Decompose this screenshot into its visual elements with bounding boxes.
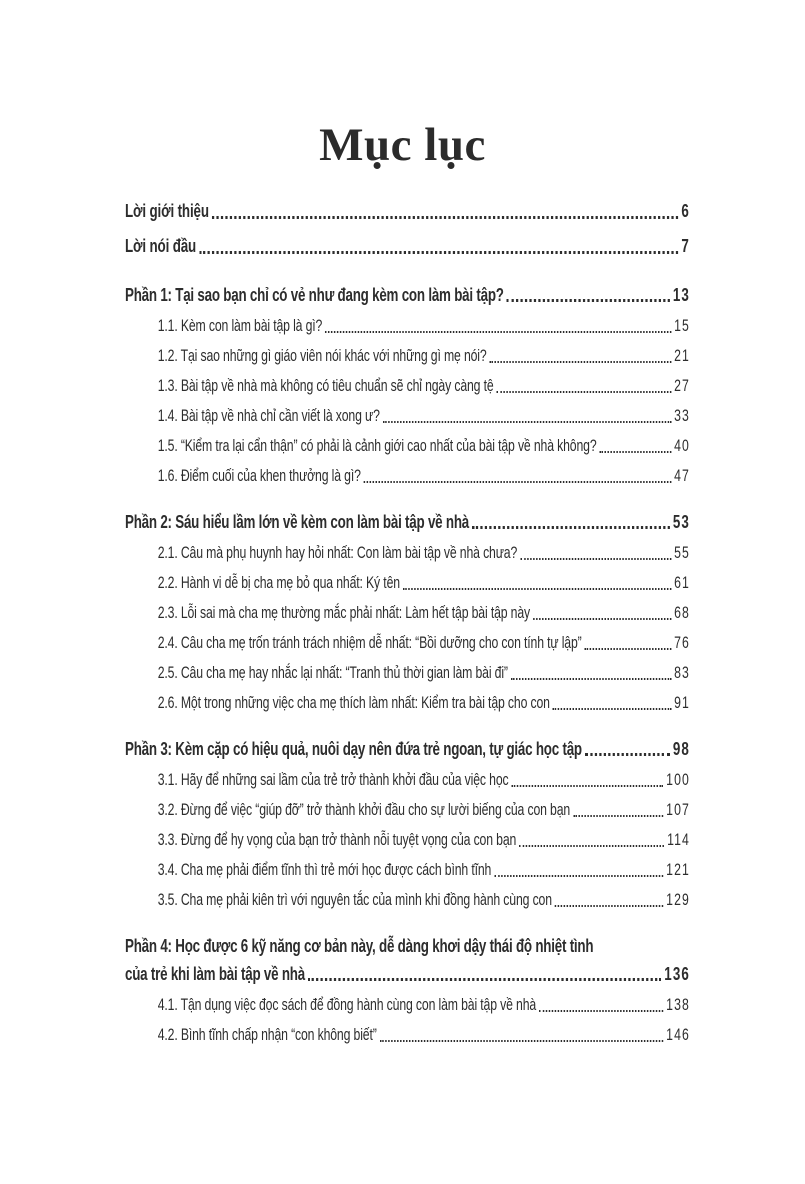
- toc-entry-label: 1.4. Bài tập về nhà chỉ cần viết là xong ư?: [157, 407, 380, 425]
- dotted-leader: [494, 875, 663, 877]
- toc-entry-page: 27: [674, 377, 690, 395]
- toc-entry: [125, 311, 690, 341]
- toc-entry-label: 2.5. Câu cha mẹ hay nhắc lại nhất: “Tranh thủ thời gian làm bài đi”: [157, 664, 508, 682]
- toc-entry: [125, 990, 690, 1020]
- dotted-leader: [490, 361, 672, 363]
- dotted-leader: [497, 391, 672, 393]
- toc-entry-page: 61: [674, 574, 690, 592]
- toc-entry-label: 1.1. Kèm con làm bài tập là gì?: [157, 317, 323, 335]
- toc-entry-label: 1.6. Điểm cuối của khen thưởng là gì?: [157, 467, 361, 485]
- toc-entry: [125, 401, 690, 431]
- toc-entry-page: 33: [674, 407, 690, 425]
- toc-entry-label: 1.2. Tại sao những gì giáo viên nói khác với những gì mẹ nói?: [157, 347, 487, 365]
- dotted-leader: [533, 618, 671, 620]
- dotted-leader: [585, 753, 670, 756]
- dotted-leader: [585, 648, 672, 650]
- toc-entry-page: 121: [666, 861, 690, 879]
- toc-entry-page: 136: [664, 964, 690, 984]
- toc-entry-page: 6: [681, 201, 690, 221]
- toc-entry: [125, 885, 690, 915]
- toc-entry: [125, 461, 690, 491]
- section-heading: [125, 960, 690, 988]
- toc-entry-page: 21: [674, 347, 690, 365]
- page-title: Mục lục: [319, 119, 486, 171]
- toc-entry-label: Lời nói đầu: [125, 236, 197, 256]
- toc-entry-label: của trẻ khi làm bài tập về nhà: [125, 964, 305, 984]
- toc-entry-page: 47: [674, 467, 690, 485]
- toc-entry-page: 100: [666, 771, 690, 789]
- dotted-leader: [403, 588, 671, 590]
- dotted-leader: [507, 299, 670, 302]
- dotted-leader: [325, 331, 671, 333]
- toc-entry-label: 2.4. Câu cha mẹ trốn tránh trách nhiệm dễ nhất: “Bồi dưỡng cho con tính tự lập”: [157, 634, 582, 652]
- toc-entry: [125, 688, 690, 718]
- section-heading: [125, 508, 690, 536]
- dotted-leader: [573, 815, 663, 817]
- section-heading: [125, 735, 690, 763]
- toc-entry: [125, 1020, 690, 1050]
- toc-entry: [125, 431, 690, 461]
- toc-entry: [125, 658, 690, 688]
- toc-entry-label: 4.1. Tận dụng việc đọc sách để đồng hành cùng con làm bài tập về nhà: [157, 996, 537, 1014]
- toc-entry-page: 146: [666, 1026, 690, 1044]
- toc-entry-page: 129: [666, 891, 690, 909]
- toc-entry-page: 53: [672, 512, 690, 532]
- toc-entry-page: 55: [674, 544, 690, 562]
- toc-front-entry: [125, 194, 690, 229]
- toc-entry-label: 3.2. Đừng để việc “giúp đỡ” trở thành khởi đầu cho sự lười biếng của con bạn: [157, 801, 571, 819]
- toc-entry-label: 2.3. Lỗi sai mà cha mẹ thường mắc phải nhất: Làm hết tập bài tập này: [157, 604, 531, 622]
- toc-entry-page: 83: [674, 664, 690, 682]
- toc-entry-label: 2.6. Một trong những việc cha mẹ thích làm nhất: Kiểm tra bài tập cho con: [157, 694, 550, 712]
- toc-entry: [125, 371, 690, 401]
- dotted-leader: [511, 785, 663, 787]
- toc-entry-label: 3.3. Đừng để hy vọng của bạn trở thành nỗi tuyệt vọng của con bạn: [157, 831, 517, 849]
- dotted-leader: [380, 1040, 664, 1042]
- toc-entry: [125, 538, 690, 568]
- dotted-leader: [555, 905, 663, 907]
- toc-entry: [125, 825, 690, 855]
- toc-entry-page: 7: [681, 236, 690, 256]
- dotted-leader: [599, 451, 671, 453]
- toc-entry-page: 107: [666, 801, 690, 819]
- toc-entry-page: 13: [672, 285, 690, 305]
- toc-entry: [125, 628, 690, 658]
- toc-entry: [125, 341, 690, 371]
- toc-entry-page: 76: [674, 634, 690, 652]
- toc-entry-label: 3.5. Cha mẹ phải kiên trì với nguyên tắc của mình khi đồng hành cùng con: [157, 891, 552, 909]
- dotted-leader: [511, 678, 671, 680]
- dotted-leader: [199, 251, 678, 254]
- toc: [125, 194, 690, 1050]
- dotted-leader: [472, 526, 670, 529]
- toc-entry-label: 3.1. Hãy để những sai lầm của trẻ trở thành khởi đầu của việc học: [157, 771, 509, 789]
- toc-entry-label: 2.1. Câu mà phụ huynh hay hỏi nhất: Con làm bài tập về nhà chưa?: [157, 544, 518, 562]
- toc-entry-label: Phần 1: Tại sao bạn chỉ có vẻ như đang kèm con làm bài tập?: [125, 285, 504, 305]
- toc-entry-label: 3.4. Cha mẹ phải điểm tĩnh thì trẻ mới học được cách bình tĩnh: [157, 861, 492, 879]
- toc-entry-label: 4.2. Bình tĩnh chấp nhận “con không biết”: [157, 1026, 377, 1044]
- toc-entry-page: 138: [666, 996, 690, 1014]
- toc-entry-label: Phần 3: Kèm cặp có hiệu quả, nuôi dạy nên đứa trẻ ngoan, tự giác học tập: [125, 739, 582, 759]
- toc-entry: [125, 598, 690, 628]
- section-heading: [125, 281, 690, 309]
- toc-entry: [125, 795, 690, 825]
- toc-entry-page: 114: [667, 831, 690, 849]
- toc-entry-label: 1.3. Bài tập về nhà mà không có tiêu chuẩn sẽ chỉ ngày càng tệ: [157, 377, 494, 395]
- toc-entry-page: 68: [674, 604, 690, 622]
- toc-entry-page: 91: [674, 694, 690, 712]
- dotted-leader: [519, 845, 664, 847]
- toc-entry: [125, 765, 690, 795]
- dotted-leader: [364, 481, 671, 483]
- toc-front-entry: [125, 229, 690, 264]
- toc-entry-page: 98: [672, 739, 690, 759]
- toc-entry-label: Lời giới thiệu: [125, 201, 209, 221]
- dotted-leader: [553, 708, 671, 710]
- dotted-leader: [539, 1010, 663, 1012]
- toc-entry: [125, 568, 690, 598]
- toc-entry-page: 15: [674, 317, 690, 335]
- section-heading-line: Phần 4: Học được 6 kỹ năng cơ bản này, dễ dàng khơi dậy thái độ nhiệt tình: [125, 936, 594, 956]
- dotted-leader: [212, 216, 679, 219]
- toc-entry-label: 2.2. Hành vi dễ bị cha mẹ bỏ qua nhất: Ký tên: [157, 574, 400, 592]
- dotted-leader: [383, 421, 671, 423]
- toc-entry: [125, 855, 690, 885]
- toc-entry-label: 1.5. “Kiểm tra lại cẩn thận” có phải là cảnh giới cao nhất của bài tập về nhà không?: [157, 437, 597, 455]
- dotted-leader: [520, 558, 671, 560]
- dotted-leader: [308, 978, 661, 981]
- toc-entry-label: Phần 2: Sáu hiểu lầm lớn về kèm con làm bài tập về nhà: [125, 512, 470, 532]
- toc-entry-page: 40: [674, 437, 690, 455]
